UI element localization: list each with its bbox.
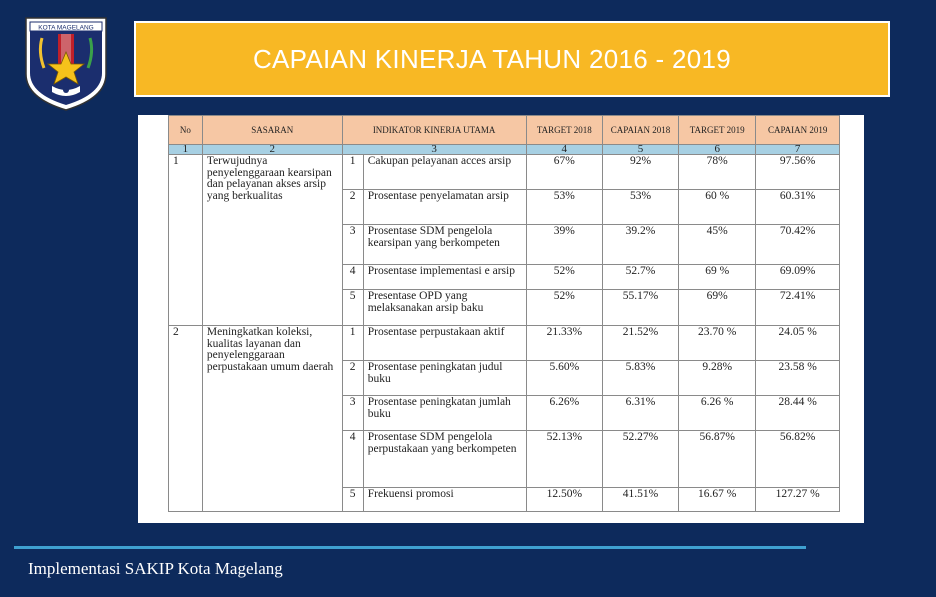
capaian-2019: 69.09% [756, 265, 840, 290]
group-no: 2 [169, 326, 203, 512]
group-no: 1 [169, 155, 203, 326]
target-2019: 60 % [679, 190, 756, 225]
target-2019: 56.87% [679, 431, 756, 488]
capaian-2019: 127.27 % [756, 488, 840, 512]
column-number: 1 [169, 145, 203, 155]
header-no: No [169, 116, 203, 145]
kota-magelang-emblem-icon [22, 16, 110, 112]
indicator-no: 1 [342, 155, 363, 190]
column-number: 2 [202, 145, 342, 155]
column-number: 5 [602, 145, 678, 155]
capaian-2019: 97.56% [756, 155, 840, 190]
capaian-2019: 24.05 % [756, 326, 840, 361]
indicator-no: 3 [342, 396, 363, 431]
target-2018: 67% [526, 155, 602, 190]
target-2019: 69 % [679, 265, 756, 290]
target-2019: 78% [679, 155, 756, 190]
indicator-no: 1 [342, 326, 363, 361]
header-indikator: INDIKATOR KINERJA UTAMA [342, 116, 526, 145]
header-target-2018: TARGET 2018 [526, 116, 602, 145]
capaian-2018: 39.2% [602, 225, 678, 265]
group-sasaran: Meningkatkan koleksi, kualitas layanan dan penyelenggaraan perpustakaan umum daerah [202, 326, 342, 512]
target-2019: 69% [679, 290, 756, 326]
indicator-name: Prosentase SDM pengelola kearsipan yang berkompeten [363, 225, 526, 265]
indicator-name: Frekuensi promosi [363, 488, 526, 512]
target-2018: 5.60% [526, 361, 602, 396]
capaian-2018: 21.52% [602, 326, 678, 361]
indicator-no: 5 [342, 290, 363, 326]
performance-table-image [138, 115, 864, 523]
title-banner [134, 21, 890, 97]
indicator-name: Cakupan pelayanan acces arsip [363, 155, 526, 190]
indicator-name: Prosentase implementasi e arsip [363, 265, 526, 290]
capaian-2018: 52.7% [602, 265, 678, 290]
target-2018: 52.13% [526, 431, 602, 488]
header-capaian-2018: CAPAIAN 2018 [602, 116, 678, 145]
table-row [169, 155, 840, 190]
capaian-2018: 92% [602, 155, 678, 190]
table-row [169, 326, 840, 361]
capaian-2018: 5.83% [602, 361, 678, 396]
indicator-no: 2 [342, 361, 363, 396]
column-number: 3 [342, 145, 526, 155]
indicator-name: Prosentase peningkatan judul buku [363, 361, 526, 396]
target-2018: 21.33% [526, 326, 602, 361]
indicator-name: Prosentase SDM pengelola perpustakaan yang berkompeten [363, 431, 526, 488]
target-2018: 6.26% [526, 396, 602, 431]
capaian-2019: 23.58 % [756, 361, 840, 396]
capaian-2019: 72.41% [756, 290, 840, 326]
target-2018: 12.50% [526, 488, 602, 512]
column-number: 4 [526, 145, 602, 155]
indicator-name: Prosentase penyelamatan arsip [363, 190, 526, 225]
group-sasaran: Terwujudnya penyelenggaraan kearsipan dan pelayanan akses arsip yang berkualitas [202, 155, 342, 326]
performance-table [168, 115, 840, 512]
indicator-name: Prosentase peningkatan jumlah buku [363, 396, 526, 431]
footer-divider [14, 546, 806, 549]
target-2019: 16.67 % [679, 488, 756, 512]
indicator-name: Presentase OPD yang melaksanakan arsip baku [363, 290, 526, 326]
header-target-2019: TARGET 2019 [679, 116, 756, 145]
header-row [169, 116, 840, 145]
capaian-2018: 55.17% [602, 290, 678, 326]
capaian-2018: 41.51% [602, 488, 678, 512]
indicator-name: Prosentase perpustakaan aktif [363, 326, 526, 361]
target-2018: 52% [526, 290, 602, 326]
capaian-2019: 56.82% [756, 431, 840, 488]
indicator-no: 3 [342, 225, 363, 265]
footer-text: Implementasi SAKIP Kota Magelang [28, 559, 283, 578]
indicator-no: 4 [342, 265, 363, 290]
capaian-2018: 52.27% [602, 431, 678, 488]
column-number: 7 [756, 145, 840, 155]
target-2019: 45% [679, 225, 756, 265]
target-2019: 23.70 % [679, 326, 756, 361]
header-capaian-2019: CAPAIAN 2019 [756, 116, 840, 145]
logo-banner-text: KOTA MAGELANG [38, 24, 94, 32]
target-2019: 6.26 % [679, 396, 756, 431]
capaian-2019: 60.31% [756, 190, 840, 225]
target-2018: 53% [526, 190, 602, 225]
capaian-2018: 6.31% [602, 396, 678, 431]
slide-title: CAPAIAN KINERJA TAHUN 2016 - 2019 [252, 43, 732, 74]
capaian-2018: 53% [602, 190, 678, 225]
column-number-row [169, 145, 840, 155]
indicator-no: 2 [342, 190, 363, 225]
indicator-no: 4 [342, 431, 363, 488]
indicator-no: 5 [342, 488, 363, 512]
column-number: 6 [679, 145, 756, 155]
target-2018: 39% [526, 225, 602, 265]
capaian-2019: 70.42% [756, 225, 840, 265]
header-sasaran: SASARAN [202, 116, 342, 145]
capaian-2019: 28.44 % [756, 396, 840, 431]
target-2019: 9.28% [679, 361, 756, 396]
target-2018: 52% [526, 265, 602, 290]
